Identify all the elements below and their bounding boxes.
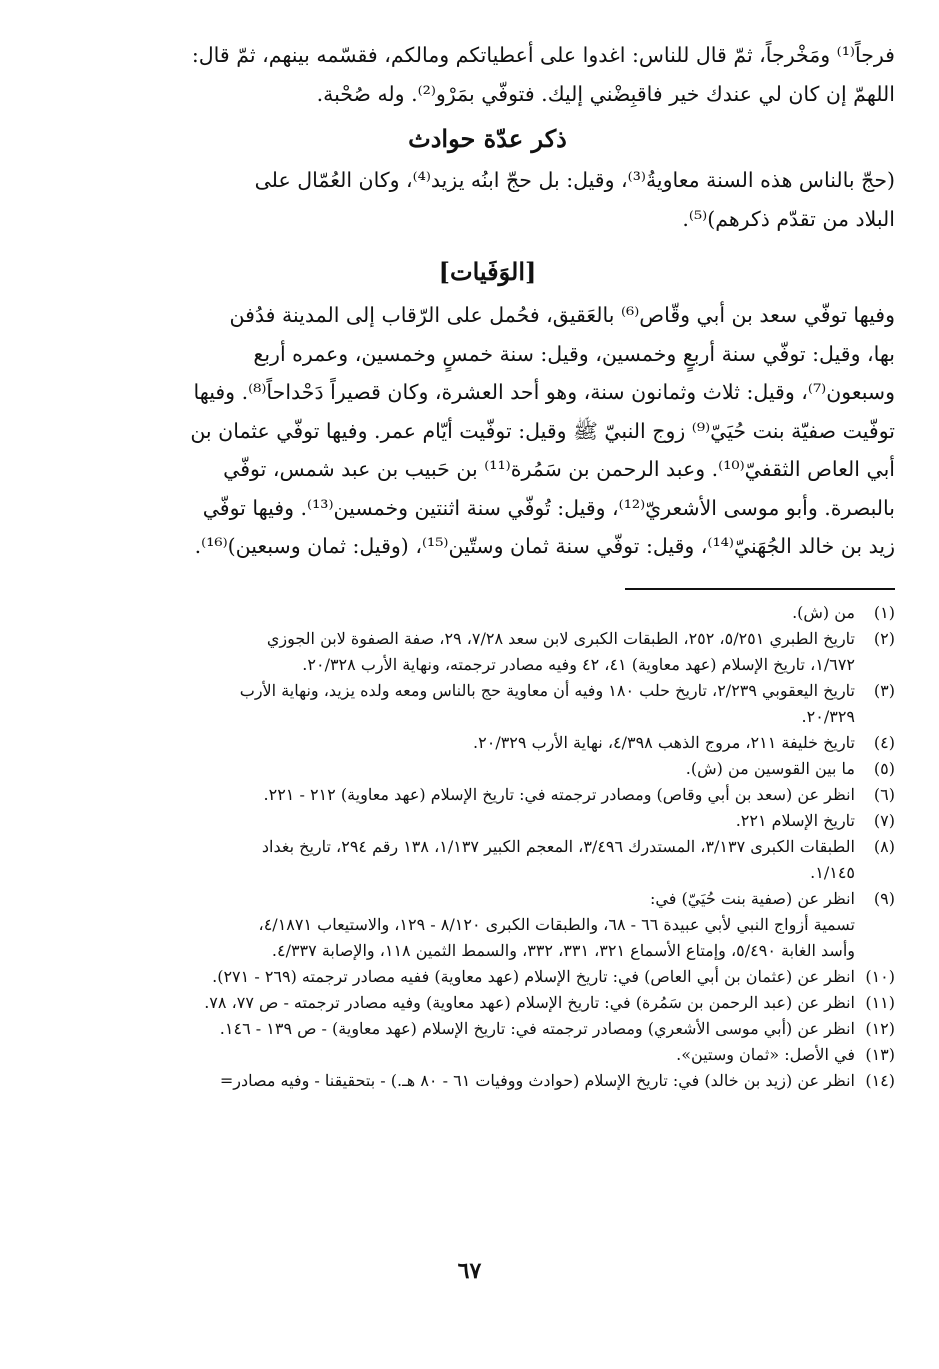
footnote-item bbox=[80, 886, 895, 964]
footnote-text: ٢٠/٣٢٩. bbox=[801, 706, 855, 726]
footnote-text: انظر عن (سعد بن أبي وقاص) ومصادر ترجمته في: تاريخ الإسلام (عهد معاوية) ٢١٢ - ٢٢١. bbox=[263, 784, 855, 804]
text-line: بالبصرة. وأبو موسى الأشعريّ⁽¹²⁾، وقيل: تُوفّي سنة اثنتين وخمسين⁽¹³⁾. وفيها توفّي bbox=[202, 495, 895, 520]
footnote-number: (٧) bbox=[873, 810, 895, 830]
footnote-number: (٥) bbox=[873, 758, 895, 778]
footnote-item bbox=[80, 1016, 895, 1042]
main-text bbox=[80, 36, 895, 566]
footnote-item bbox=[80, 964, 895, 990]
deaths-heading: [الوَفَيات] bbox=[438, 257, 537, 286]
footnote-number: (١٤) bbox=[865, 1070, 895, 1090]
text-line: (حجّ بالناس هذه السنة معاويةُ⁽³⁾، وقيل: بل حجّ ابنُه يزيد⁽⁴⁾، وكان العُمّال على bbox=[254, 168, 895, 192]
footnote-text: انظر عن (عبد الرحمن بن سَمُرة) في: تاريخ الإسلام (عهد معاوية) وفيه مصادر ترجمته - ص ٧٧، ٧٨. bbox=[204, 992, 855, 1012]
footnote-item bbox=[80, 990, 895, 1016]
text-line: وفيها توفّي سعد بن أبي وقّاص⁽⁶⁾ بالعَقيق، فحُمل على الرّقاب إلى المدينة فدُفن bbox=[229, 303, 895, 327]
footnote-item bbox=[80, 834, 895, 886]
footnote-text: تاريخ خليفة ٢١١، مروج الذهب ٤/٣٩٨، نهاية الأرب ٢٠/٣٢٩. bbox=[473, 732, 855, 752]
footnote-text: انظر عن (صفية بنت حُيَيّ) في: bbox=[650, 888, 855, 908]
footnote-text: تسمية أزواج النبي لأبي عبيدة ٦٦ - ٦٨، والطبقات الكبرى ٨/١٢٠ - ١٢٩، والاستيعاب ٤/١٨٧١، bbox=[258, 914, 855, 934]
footnote-item bbox=[80, 730, 895, 756]
footnote-number: (٤) bbox=[873, 732, 895, 752]
footnote-text: انظر عن (أبي موسى الأشعري) ومصادر ترجمته في: تاريخ الإسلام (عهد معاوية) - ص ١٣٩ - ١٤٦. bbox=[219, 1018, 855, 1038]
footnote-item bbox=[80, 756, 895, 782]
footnote-text: انظر عن (عثمان بن أبي العاص) في: تاريخ الإسلام (عهد معاوية) ففيه مصادر ترجمته (٢٦٩ - ٢٧١). bbox=[212, 966, 855, 986]
text-line: اللهمّ إن كان لي عندك خير فاقبِضْني إليك. فتوفّي بمَرْو⁽²⁾. وله صُحْبة. bbox=[316, 81, 895, 106]
footnote-number: (١٣) bbox=[865, 1044, 895, 1064]
footnote-text: من (ش). bbox=[792, 602, 855, 622]
page-number: ٦٧ bbox=[457, 1258, 482, 1284]
text-line: فرجاً⁽¹⁾ ومَخْرجاً، ثمّ قال للناس: اغدوا على أعطياتكم ومالكم، فقسّمه بينهم، ثمّ قال: bbox=[191, 43, 895, 67]
text-line: توفّيت صفيّة بنت حُيَيّ⁽⁹⁾ زوج النبيّ ﷺ وقيل: توفّيت أيّام عمر. وفيها توفّي عثمان بن bbox=[190, 418, 895, 443]
footnote-number: (٨) bbox=[873, 836, 895, 856]
footnote-text: ما بين القوسين من (ش). bbox=[685, 758, 855, 778]
text-line: زيد بن خالد الجُهَنيّ⁽¹⁴⁾، وقيل: توفّي سنة ثمان وستّين⁽¹⁵⁾، (وقيل: ثمان وسبعين)⁽¹⁶⁾. bbox=[194, 534, 895, 558]
footnotes bbox=[80, 600, 895, 1094]
footnote-number: (١١) bbox=[865, 992, 895, 1012]
footnote-number: (١٢) bbox=[865, 1018, 895, 1038]
footnote-text: في الأصل: «ثمان وستين». bbox=[676, 1044, 855, 1064]
text-line: البلاد من تقدّم ذكرهم)⁽⁵⁾. bbox=[682, 206, 895, 231]
footnote-text: تاريخ الإسلام ٢٢١. bbox=[735, 810, 855, 830]
text-line: أبي العاص الثقفيّ⁽¹⁰⁾. وعبد الرحمن بن سَمُرة⁽¹¹⁾ بن حَبيب بن عبد شمس، توفّي bbox=[223, 457, 895, 481]
footnote-item bbox=[80, 626, 895, 678]
text-line: وسبعون⁽⁷⁾، وقيل: ثلاث وثمانون سنة، وهو أحد العشرة، وكان قصيراً دَحْداحاً⁽⁸⁾. وفيها bbox=[193, 380, 895, 404]
footnote-number: (٣) bbox=[873, 680, 895, 700]
footnote-number: (٦) bbox=[873, 784, 895, 804]
footnote-item bbox=[80, 600, 895, 626]
footnote-item bbox=[80, 1042, 895, 1068]
footnote-text: الطبقات الكبرى ٣/١٣٧، المستدرك ٣/٤٩٦، المعجم الكبير ١/١٣٧، ١٣٨ رقم ٢٩٤، تاريخ بغداد bbox=[261, 836, 855, 856]
text-line: بها، وقيل: توفّي سنة أربعٍ وخمسين، وقيل: سنة خمسٍ وخمسين، وعمره أربع bbox=[253, 341, 895, 366]
footnote-text: ١/١٤٥. bbox=[810, 862, 855, 882]
footnote-number: (٢) bbox=[873, 628, 895, 648]
footnote-divider bbox=[625, 588, 895, 590]
section-heading: ذكر عدّة حوادث bbox=[408, 124, 567, 153]
footnote-number: (١) bbox=[873, 602, 895, 622]
footnote-text: تاريخ الطبري ٥/٢٥١، ٢٥٢، الطبقات الكبرى لابن سعد ٧/٢٨، ٢٩، صفة الصفوة لابن الجوزي bbox=[266, 628, 855, 648]
footnote-text: وأسد الغابة ٥/٤٩٠، وإمتاع الأسماع ٣٢١، ٣٣١، ٣٣٢، والسمط الثمين ١١٨، والإصابة ٤/٣٣٧. bbox=[271, 940, 855, 960]
footnote-text: انظر عن (زيد بن خالد) في: تاريخ الإسلام (حوادث ووفيات ٦١ - ٨٠ هـ.) - بتحقيقنا - وفيه مصادر= bbox=[219, 1070, 855, 1090]
footnote-number: (١٠) bbox=[865, 966, 895, 986]
footnote-item bbox=[80, 782, 895, 808]
footnote-item bbox=[80, 1068, 895, 1094]
footnote-item bbox=[80, 808, 895, 834]
footnote-item bbox=[80, 678, 895, 730]
book-page bbox=[80, 36, 895, 1336]
footnote-text: ١/٦٧٢، تاريخ الإسلام (عهد معاوية) ٤١، ٤٢ وفيه مصادر ترجمته، ونهاية الأرب ٢٠/٣٢٨. bbox=[302, 654, 855, 674]
footnote-text: تاريخ اليعقوبي ٢/٢٣٩، تاريخ حلب ١٨٠ وفيه أن معاوية حج بالناس ومعه ولده يزيد، ونهاية الأرب bbox=[239, 680, 855, 700]
footnote-number: (٩) bbox=[873, 888, 895, 908]
